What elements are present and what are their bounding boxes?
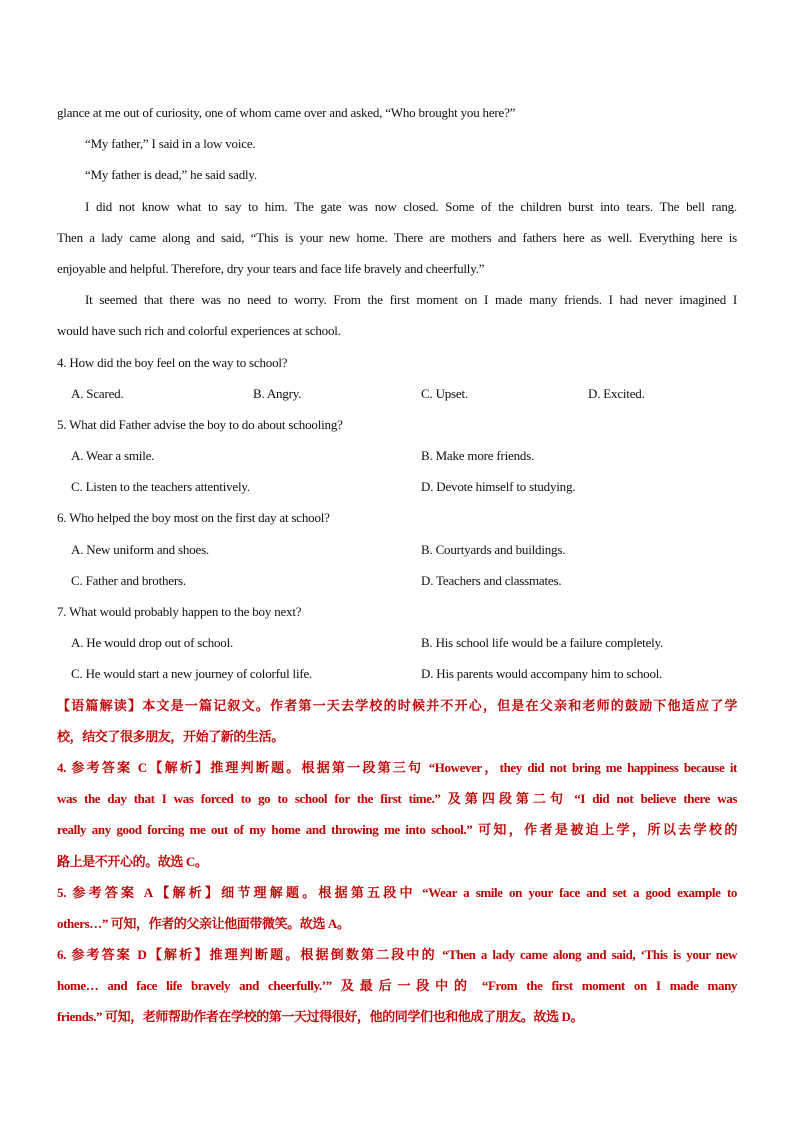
answer-4: really any good forcing me out of my home and throwing me into school.” 可知，作者是被迫上学，所以去学校的	[57, 822, 737, 838]
answer-5: others…” 可知，作者的父亲让他面带微笑。故选 A。	[57, 915, 350, 931]
answer-5: 5. 参考答案 A【解析】细节理解题。根据第五段中 “Wear a smile on your face and set a good example to	[57, 884, 737, 900]
option-b: B. His school life would be a failure completely.	[421, 635, 664, 651]
option-d: D. Teachers and classmates.	[421, 572, 562, 588]
question-stem: 7. What would probably happen to the boy next?	[57, 604, 302, 619]
option-c: C. He would start a new journey of colorful life.	[71, 666, 313, 682]
analysis-summary: 【语篇解读】本文是一篇记叙文。作者第一天去学校的时候并不开心，但是在父亲和老师的鼓励下他适应了学	[57, 697, 737, 713]
question-options	[57, 440, 737, 471]
answer-6: 6. 参考答案 D【解析】推理判断题。根据倒数第二段中的 “Then a lady came along and said, ‘This is your new	[57, 947, 737, 963]
option-d: D. Devote himself to studying.	[421, 479, 576, 495]
document-page	[57, 97, 737, 1033]
question-options	[57, 658, 737, 689]
answer-4: was the day that I was forced to go to school for the first time.” 及第四段第二句 “I did not believe there was	[57, 791, 737, 807]
passage-line: glance at me out of curiosity, one of whom came over and asked, “Who brought you here?”	[57, 105, 516, 120]
question-stem: 5. What did Father advise the boy to do about schooling?	[57, 416, 343, 432]
answer-4: 路上是不开心的。故选 C。	[57, 853, 208, 869]
answer-6: home… and face life bravely and cheerfully.’” 及最后一段中的 “From the first moment on I made many	[57, 978, 737, 994]
option-b: B. Angry.	[253, 385, 302, 401]
passage-line: enjoyable and helpful. Therefore, dry your tears and face life bravely and cheerfully.”	[57, 260, 485, 276]
answer-6: friends.” 可知，老师帮助作者在学校的第一天过得很好，他的同学们也和他成了朋友。故选 D。	[57, 1009, 584, 1025]
question-stem: 6. Who helped the boy most on the first day at school?	[57, 510, 330, 526]
passage-line: “My father,” I said in a low voice.	[85, 136, 256, 152]
passage-line: would have such rich and colorful experiences at school.	[57, 323, 341, 339]
option-b: B. Make more friends.	[421, 448, 535, 464]
passage-line: Then a lady came along and said, “This is your new home. There are mothers and fathers here as well. Everything here is	[57, 229, 737, 245]
option-b: B. Courtyards and buildings.	[421, 541, 566, 557]
question-options	[57, 378, 737, 409]
passage-line: I did not know what to say to him. The gate was now closed. Some of the children burst into tears. The bell rang.	[85, 198, 737, 214]
question-options	[57, 627, 737, 658]
option-c: C. Father and brothers.	[71, 572, 186, 588]
option-a: A. Scared.	[71, 385, 124, 401]
option-d: D. Excited.	[588, 385, 645, 401]
question-options	[57, 471, 737, 502]
option-a: A. Wear a smile.	[71, 448, 155, 464]
analysis-summary: 校，结交了很多朋友，开始了新的生活。	[57, 728, 284, 744]
question-options	[57, 565, 737, 596]
option-d: D. His parents would accompany him to school.	[421, 666, 663, 682]
question-stem: 4. How did the boy feel on the way to school?	[57, 354, 288, 370]
option-c: C. Upset.	[421, 385, 468, 401]
question-options	[57, 534, 737, 565]
passage-line: It seemed that there was no need to worry. From the first moment on I made many friends. I had never imagined I	[85, 292, 737, 308]
option-a: A. He would drop out of school.	[71, 635, 234, 651]
option-c: C. Listen to the teachers attentively.	[71, 479, 250, 495]
answer-4: 4. 参考答案 C【解析】推理判断题。根据第一段第三句 “However，they did not bring me happiness because it	[57, 759, 737, 775]
option-a: A. New uniform and shoes.	[71, 541, 209, 557]
passage-line: “My father is dead,” he said sadly.	[85, 167, 257, 183]
